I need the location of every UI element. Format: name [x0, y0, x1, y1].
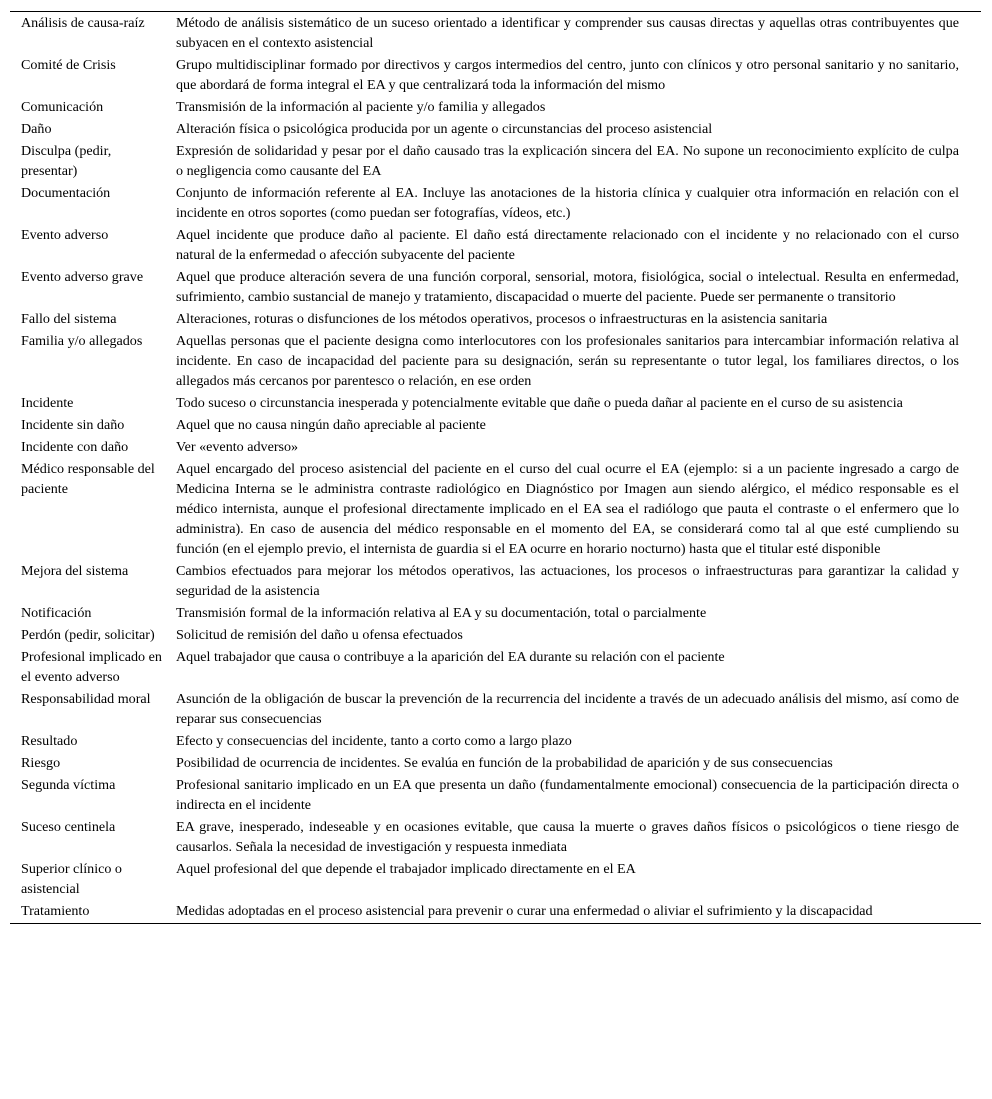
definition-cell: Transmisión formal de la información relativa al EA y su documentación, total o parcialmente [176, 605, 707, 621]
table-row [10, 414, 981, 436]
definition-cell: Solicitud de remisión del daño u ofensa efectuados [176, 627, 463, 643]
term-cell: Riesgo [21, 755, 61, 771]
term-cell: Incidente [21, 395, 74, 411]
table-row [10, 900, 981, 924]
table-row [10, 54, 981, 96]
definition-cell: Grupo multidisciplinar formado por directivos y cargos intermedios del centro, junto con clínicos y otro personal sanitario y no sanitario, que abordará de forma integral el EA y que centralizará toda la información del mismo [176, 57, 959, 93]
table-row [10, 646, 981, 688]
term-cell: Comunicación [21, 99, 104, 115]
table-row [10, 140, 981, 182]
definition-cell: Método de análisis sistemático de un suceso orientado a identificar y comprender sus causas directas y aquellas otras contribuyentes que subyacen en el contexto asistencial [176, 15, 959, 51]
definition-cell: Aquellas personas que el paciente designa como interlocutores con los profesionales sanitarios para intercambiar información relativa al incidente. En caso de incapacidad del paciente para su designación, serán su representante o tutor legal, los familiares directos, o los allegados más cercanos por parentesco o relación, en ese orden [176, 333, 959, 389]
definition-cell: Profesional sanitario implicado en un EA que presenta un daño (fundamentalmente emocional) consecuencia de la participación directa o indirecta en el incidente [176, 777, 959, 813]
table-row [10, 266, 981, 308]
glossary-table-body [10, 12, 981, 924]
table-row [10, 816, 981, 858]
glossary-table-container [10, 11, 981, 924]
term-cell: Documentación [21, 185, 111, 201]
definition-cell: Todo suceso o circunstancia inesperada y potencialmente evitable que dañe o pueda dañar al paciente en el curso de su asistencia [176, 395, 903, 411]
definition-cell: Posibilidad de ocurrencia de incidentes. Se evalúa en función de la probabilidad de aparición y de sus consecuencias [176, 755, 833, 771]
definition-cell: Aquel encargado del proceso asistencial del paciente en el curso del cual ocurre el EA (ejemplo: si a un paciente ingresado a cargo de Medicina Interna se le administra contraste radiológico en Diagnóstico por Imagen aun siendo alérgico, el médico responsable es el médico internista, aunque el profesional directamente implicado en el EA sea el radiólogo que pauta el contraste o el enfermero que lo administra). En caso de ausencia del médico responsable en el momento del EA, se considerará como tal al que esté cumpliendo su función (en el ejemplo previo, el internista de guardia si el EA ocurre en horario nocturno) hasta que el titular esté disponible [176, 461, 959, 557]
term-cell: Familia y/o allegados [21, 333, 143, 349]
definition-cell: Medidas adoptadas en el proceso asistencial para prevenir o curar una enfermedad o aliviar el sufrimiento y la discapacidad [176, 903, 873, 919]
definition-cell: Efecto y consecuencias del incidente, tanto a corto como a largo plazo [176, 733, 572, 749]
term-cell: Responsabilidad moral [21, 691, 151, 707]
definition-cell: Aquel que no causa ningún daño apreciable al paciente [176, 417, 486, 433]
table-row [10, 858, 981, 900]
definition-cell: Aquel trabajador que causa o contribuye a la aparición del EA durante su relación con el paciente [176, 649, 725, 665]
definition-cell: Expresión de solidaridad y pesar por el daño causado tras la explicación sincera del EA. No supone un reconocimiento explícito de culpa o negligencia como causante del EA [176, 143, 959, 179]
term-cell: Resultado [21, 733, 78, 749]
term-cell: Análisis de causa-raíz [21, 15, 145, 31]
definition-cell: Ver «evento adverso» [176, 439, 299, 455]
term-cell: Profesional implicado en el evento adverso [21, 649, 162, 685]
table-row [10, 730, 981, 752]
term-cell: Segunda víctima [21, 777, 116, 793]
table-row [10, 624, 981, 646]
term-cell: Tratamiento [21, 903, 90, 919]
term-cell: Médico responsable del paciente [21, 461, 155, 497]
term-cell: Suceso centinela [21, 819, 116, 835]
table-row [10, 96, 981, 118]
definition-cell: Aquel profesional del que depende el trabajador implicado directamente en el EA [176, 861, 636, 877]
term-cell: Incidente con daño [21, 439, 129, 455]
definition-cell: Alteraciones, roturas o disfunciones de los métodos operativos, procesos o infraestructuras en la asistencia sanitaria [176, 311, 828, 327]
term-cell: Disculpa (pedir, presentar) [21, 143, 112, 179]
definition-cell: Asunción de la obligación de buscar la prevención de la recurrencia del incidente a través de un adecuado análisis del mismo, así como de reparar sus consecuencias [176, 691, 959, 727]
definition-cell: Conjunto de información referente al EA. Incluye las anotaciones de la historia clínica y cualquier otra información en relación con el incidente en otros soportes (como puedan ser fotografías, vídeos, etc.) [176, 185, 959, 221]
table-row [10, 118, 981, 140]
definition-cell: Cambios efectuados para mejorar los métodos operativos, las actuaciones, los procesos o infraestructuras para garantizar la calidad y seguridad de la asistencia [176, 563, 959, 599]
term-cell: Evento adverso grave [21, 269, 144, 285]
term-cell: Daño [21, 121, 52, 137]
table-row [10, 560, 981, 602]
term-cell: Notificación [21, 605, 92, 621]
table-row [10, 12, 981, 55]
term-cell: Evento adverso [21, 227, 109, 243]
table-row [10, 308, 981, 330]
term-cell: Mejora del sistema [21, 563, 129, 579]
table-row [10, 330, 981, 392]
table-row [10, 224, 981, 266]
definition-cell: EA grave, inesperado, indeseable y en ocasiones evitable, que causa la muerte o graves daños físicos o psicológicos o tiene riesgo de causarlos. Señala la necesidad de investigación y respuesta inmediata [176, 819, 959, 855]
term-cell: Perdón (pedir, solicitar) [21, 627, 155, 643]
table-row [10, 436, 981, 458]
term-cell: Fallo del sistema [21, 311, 117, 327]
table-row [10, 392, 981, 414]
term-cell: Comité de Crisis [21, 57, 116, 73]
table-row [10, 458, 981, 560]
definition-cell: Transmisión de la información al paciente y/o familia y allegados [176, 99, 546, 115]
definition-cell: Aquel incidente que produce daño al paciente. El daño está directamente relacionado con el incidente y no relacionado con el curso natural de la enfermedad o afección subyacente del paciente [176, 227, 959, 263]
table-row [10, 752, 981, 774]
term-cell: Superior clínico o asistencial [21, 861, 122, 897]
term-cell: Incidente sin daño [21, 417, 125, 433]
table-row [10, 688, 981, 730]
glossary-table [10, 11, 981, 924]
definition-cell: Aquel que produce alteración severa de una función corporal, sensorial, motora, fisiológica, social o intelectual. Resulta en enfermedad, sufrimiento, cambio sustancial de manejo y tratamiento, discapacidad o muerte del paciente. Puede ser permanente o transitorio [176, 269, 959, 305]
definition-cell: Alteración física o psicológica producida por un agente o circunstancias del proceso asistencial [176, 121, 713, 137]
table-row [10, 774, 981, 816]
table-row [10, 602, 981, 624]
table-row [10, 182, 981, 224]
